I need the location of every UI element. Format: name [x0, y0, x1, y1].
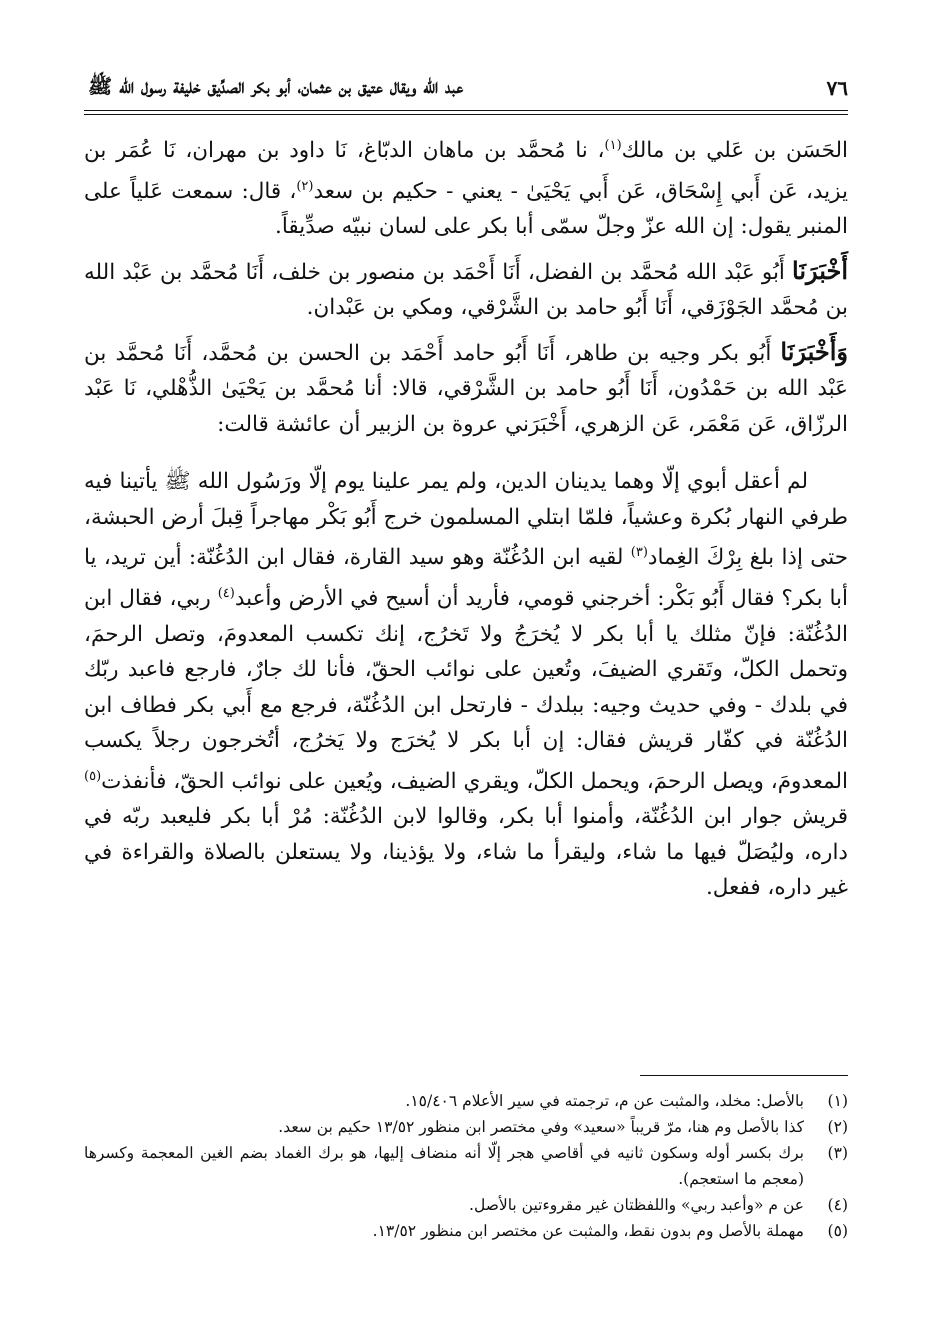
paragraph-1-text-c: ، قال: سمعت عَلياً على المنبر يقول: إن الله عزّ وجلّ سمّى أبا بكر على لسان نبيّه صدِّيقاً. — [84, 178, 848, 240]
footnote-ref-5: (٥) — [84, 768, 102, 784]
page-header — [88, 68, 848, 108]
footnote-rule — [640, 1075, 848, 1076]
header-rule — [84, 110, 848, 111]
paragraph-4-text-c: ربي، فقال ابن الدُغُنّة: فإنّ مثلك يا أبا بكر لا يُخرَجُ ولا تَخرُج، إنك تكسب المعدومَ، وتصل الرحمَ، وتحمل الكلّ، وتَقري الضيفَ، وتُعين على نوائب الحقّ، فأنا لك جارٌ، فارجع فاعبد ربّك في بلدك - وفي حديث وجيه: ببلدك - فارتحل ابن الدُغُنّة، فرجع مع أَبي بكر فطاف ابن الدُغُنّة في كفّار قريش فقال: إن أبا بكر لا يُخرَج ولا يَخرُج، أتُخرجون رجلاً يكسب المعدومَ، ويصل الرحمَ، ويحمل الكلّ، ويقري الضيف، ويُعين على نوائب الحقّ، فأنفذت — [84, 586, 848, 794]
paragraph-1-text-b: ، نا مُحمَّد بن ماهان الدبّاغ، نَا داود بن مهران، نَا عُمَر بن يزيد، عَن أَبي إِسْحَاق، عَن أَبي يَحْيَىٰ - يعني - حكيم بن سعد — [84, 138, 848, 204]
paragraph-4-text-b: لقيه ابن الدُغُنّة وهو سيد القارة، فقال ابن الدُغُنّة: أين تريد، يا أبا بكر؟ فقال أَبُو بَكْر: أخرجني قومي، فأريد أن أسيح في الأرض وأعبد — [84, 545, 848, 612]
footnote-ref-2: (٢) — [296, 178, 314, 194]
footnote — [84, 1114, 848, 1140]
paragraph-1 — [84, 128, 848, 245]
header-rule-thin — [84, 114, 848, 115]
paragraph-4-text-d: قريش جوار ابن الدُغُنّة، وأمنوا أبا بكر، وقالوا لابن الدُغُنّة: مُرْ أبا بكر فليعبد ربّه في داره، وليُصَلّ فيها ما شاء، وليقرأ ما شاء، ولا يؤذينا، ولا يستعلن بالصلاة والقراءة في غير داره، ففعل. — [84, 804, 848, 901]
running-title: عبد الله ويقال عتيق بن عثمان، أبو بكر الصدِّيق خليفة رسول الله ﷺ — [88, 73, 464, 98]
footnote-number: (٤) — [827, 1196, 848, 1214]
footnote-text: برك بكسر أوله وسكون ثانيه في أقاصي هجر إلّا أنه منضاف إليها، هو برك الغماد بضم الغين المعجمة وكسرها (معجم ما استعجم). — [84, 1144, 804, 1188]
paragraph-2-text: أَبُو عَبْد الله مُحمَّد بن الفضل، أَنَا أَحْمَد بن منصور بن خلف، أَنَا مُحمَّد بن عَبْد الله بن مُحمَّد الجَوْزَقي، أَنَا أَبُو حامد بن الشَّرْقي، ومكي بن عَبْدان. — [84, 259, 848, 321]
paragraph-gap — [84, 450, 848, 464]
footnote-text: كذا بالأصل وم هنا، مرّ قريباً «سعيد» وفي مختصر ابن منظور ١٣/٥٢ حكيم بن سعد. — [278, 1118, 804, 1136]
paragraph-1-text-a: الحَسَن بن عَلي بن مالك — [621, 138, 848, 164]
footnote-ref-4: (٤) — [217, 585, 235, 601]
footnotes — [84, 1088, 848, 1244]
footnote-text: بالأصل: مخلد، والمثبت عن م، ترجمته في سير الأعلام ١٥/٤٠٦. — [405, 1092, 804, 1110]
paragraph-2 — [84, 253, 848, 326]
paragraph-2-lead: أَخْبَرَنَا — [792, 255, 848, 285]
paragraph-3-lead: وَأَخْبَرَنَا — [780, 336, 848, 366]
footnote-ref-3: (٣) — [630, 545, 648, 561]
page-number: ٧٦ — [826, 76, 848, 100]
footnote — [84, 1218, 848, 1244]
footnote — [84, 1140, 848, 1192]
footnote-text: عن م «وأعبد ربي» واللفظتان غير مقروءتين بالأصل. — [469, 1196, 804, 1214]
footnote-ref-1: (١) — [604, 138, 622, 153]
paragraph-4-text-a: لم أعقل أبوي إلّا وهما يدينان الدين، ولم يمر علينا يوم إلّا ورَسُول الله ﷺ يأتينا فيه طرفي النهار بُكرة وعشياً، فلمّا ابتلي المسلمون خرج أَبُو بَكْر مهاجراً قِبلَ أرض الحبشة، حتى إذا بلغ بِرْكَ الغِماد — [84, 469, 848, 571]
paragraph-3-text: أَبُو بكر وجيه بن طاهر، أَنَا أَبُو حامد أَحْمَد بن الحسن بن مُحمَّد، أَنَا مُحمَّد بن عَبْد الله بن حَمْدُون، أَنَا أَبُو حامد بن الشَّرْقي، قالا: أنا مُحمَّد بن يَحْيَىٰ الذُّهْلي، نَا عَبْد الرزّاق، عَن مَعْمَر، عَن الزهري، أَخْبَرَني عروة بن الزبير أن عائشة قالت: — [84, 340, 848, 437]
footnote-text: مهملة بالأصل وم بدون نقط، والمثبت عن مختصر ابن منظور ١٣/٥٢. — [372, 1222, 804, 1240]
paragraph-3 — [84, 334, 848, 443]
footnote — [84, 1192, 848, 1218]
footnote-number: (٣) — [827, 1144, 848, 1162]
paragraph-4 — [84, 464, 848, 905]
footnote-number: (١) — [827, 1092, 848, 1110]
main-text — [84, 128, 848, 914]
footnote-number: (٥) — [827, 1222, 848, 1240]
footnote-number: (٢) — [827, 1118, 848, 1136]
footnote — [84, 1088, 848, 1114]
